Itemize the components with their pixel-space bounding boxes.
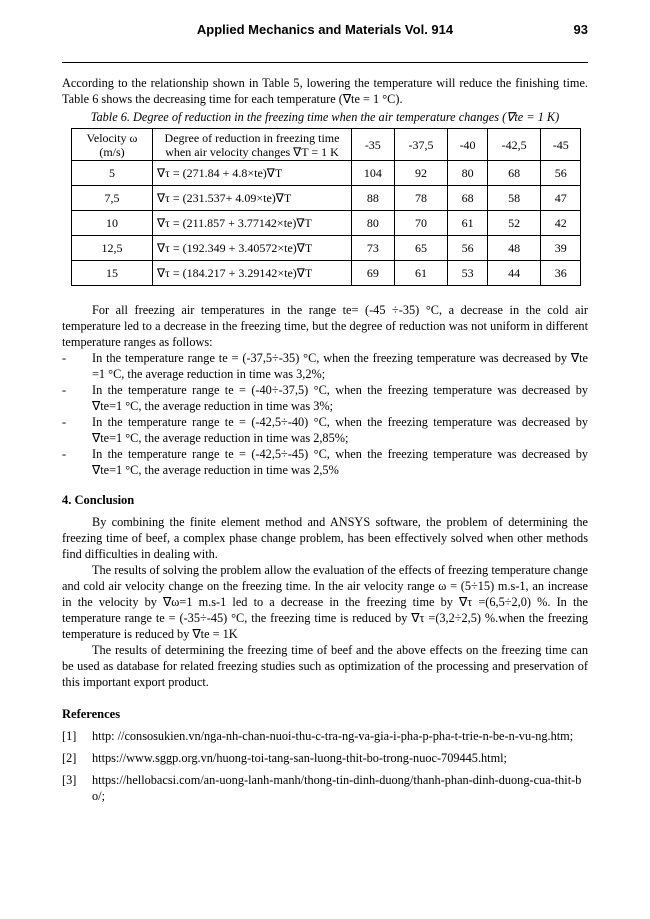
- value-cell: 78: [394, 186, 448, 211]
- value-cell: 53: [448, 261, 487, 286]
- conclusion-paragraph: By combining the finite element method and ANSYS software, the problem of determining the freezing time of beef, a complex phase change problem, has been effectively solved when other methods find difficulties in dealing with.: [62, 515, 588, 561]
- table-row: [72, 186, 581, 211]
- intro-paragraph: According to the relationship shown in Table 5, lowering the temperature will reduce the finishing time. Table 6 shows the decreasing time for each temperature (∇te = 1 °C).: [62, 76, 588, 106]
- value-cell: 69: [352, 261, 395, 286]
- velocity-cell: 7,5: [72, 186, 153, 211]
- bullet-text: In the temperature range te = (-40÷-37,5) °C, when the freezing temperature was decreased by ∇te=1 °C, the average reduction in time was 3%;: [92, 383, 588, 413]
- table-row: [72, 261, 581, 286]
- table-header-row: [72, 129, 581, 161]
- journal-title: Applied Mechanics and Materials Vol. 914: [196, 22, 454, 37]
- value-cell: 47: [541, 186, 581, 211]
- value-cell: 70: [394, 211, 448, 236]
- value-cell: 56: [541, 161, 581, 186]
- header-temp: -40: [448, 129, 487, 161]
- value-cell: 88: [352, 186, 395, 211]
- velocity-cell: 15: [72, 261, 153, 286]
- page-number: 93: [573, 22, 588, 37]
- reference-number: [2]: [62, 751, 77, 765]
- value-cell: 73: [352, 236, 395, 261]
- value-cell: 56: [448, 236, 487, 261]
- running-header: [62, 22, 588, 44]
- conclusion-paragraph: The results of solving the problem allow the evaluation of the effects of freezing temperature change and cold air velocity change on the freezing time. In the air velocity range ω = (5÷15) m.s-1, an increase in the velocity by ∇ω=1 m.s-1 led to a decrease in the freezing time by ∇τ =(6,5÷2,0) %. In the temperature range te = (-35÷-45) °C, the freezing time is reduced by ∇τ =(3,2÷2,5) %.when the freezing temperature is reduced by ∇te = 1K: [62, 563, 588, 641]
- formula-cell: ∇τ = (192.349 + 3.40572×te)∇T: [153, 236, 352, 261]
- bullet-dash: -: [62, 383, 67, 397]
- bullet-text: In the temperature range te = (-37,5÷-35) °C, when the freezing temperature was decreased by ∇te =1 °C, the average reduction in time was 3,2%;: [92, 351, 588, 381]
- conclusion-paragraph: The results of determining the freezing time of beef and the above effects on the freezing time can be used as database for related freezing studies such as optimization of the processing and preservation of this important export product.: [62, 643, 588, 689]
- table-row: [72, 161, 581, 186]
- table-row: [72, 236, 581, 261]
- value-cell: 39: [541, 236, 581, 261]
- bullet-text: In the temperature range te = (-42,5÷-40) °C, when the freezing temperature was decreased by ∇te=1 °C, the average reduction in time was 2,85%;: [92, 415, 588, 445]
- bullet-dash: -: [62, 447, 67, 461]
- velocity-cell: 12,5: [72, 236, 153, 261]
- bullet-dash: -: [62, 351, 67, 365]
- value-cell: 58: [487, 186, 541, 211]
- value-cell: 61: [394, 261, 448, 286]
- list-item: [62, 414, 588, 446]
- reference-list: [62, 728, 588, 804]
- velocity-cell: 10: [72, 211, 153, 236]
- value-cell: 48: [487, 236, 541, 261]
- header-temp: -45: [541, 129, 581, 161]
- value-cell: 42: [541, 211, 581, 236]
- reference-item: [62, 728, 588, 744]
- section-heading-conclusion: 4. Conclusion: [62, 493, 135, 507]
- reference-link[interactable]: https://www.sggp.org.vn/huong-toi-tang-san-luong-thit-bo-trong-nuoc-709445.html;: [92, 751, 507, 765]
- header-temp: -42,5: [487, 129, 541, 161]
- list-item: [62, 446, 588, 478]
- value-cell: 104: [352, 161, 395, 186]
- value-cell: 92: [394, 161, 448, 186]
- velocity-cell: 5: [72, 161, 153, 186]
- reference-link[interactable]: https://hellobacsi.com/an-uong-lanh-manh/thong-tin-dinh-duong/thanh-phan-dinh-duong-cua-thit-bo/;: [92, 773, 582, 803]
- header-velocity: Velocity ω (m/s): [72, 129, 153, 161]
- value-cell: 68: [448, 186, 487, 211]
- value-cell: 52: [487, 211, 541, 236]
- value-cell: 36: [541, 261, 581, 286]
- reference-item: [62, 772, 588, 804]
- value-cell: 80: [448, 161, 487, 186]
- formula-cell: ∇τ = (184.217 + 3.29142×te)∇T: [153, 261, 352, 286]
- value-cell: 44: [487, 261, 541, 286]
- formula-cell: ∇τ = (211.857 + 3.77142×te)∇T: [153, 211, 352, 236]
- value-cell: 65: [394, 236, 448, 261]
- table-6: [71, 128, 581, 286]
- bullet-text: In the temperature range te = (-42,5÷-45) °C, when the freezing temperature was decreased by ∇te=1 °C, the average reduction in time was 2,5%: [92, 447, 588, 477]
- formula-cell: ∇τ = (271.84 + 4.8×te)∇T: [153, 161, 352, 186]
- value-cell: 68: [487, 161, 541, 186]
- bullet-dash: -: [62, 415, 67, 429]
- table-row: [72, 211, 581, 236]
- list-item: [62, 382, 588, 414]
- ranges-paragraph: For all freezing air temperatures in the range te= (-45 ÷-35) °C, a decrease in the cold air temperature led to a decrease in the freezing time, but the degree of reduction was not uniform in different temperature ranges as follows:: [62, 303, 588, 349]
- reference-number: [1]: [62, 729, 77, 743]
- article-body: [62, 75, 588, 810]
- reference-number: [3]: [62, 773, 77, 787]
- header-degree: Degree of reduction in freezing time when air velocity changes ∇T = 1 K: [153, 129, 352, 161]
- reference-link[interactable]: http: //consosukien.vn/nga-nh-chan-nuoi-thu-c-tra-ng-va-gia-i-pha-p-pha-t-trie-n-be-n-vu-ng.htm;: [92, 729, 574, 743]
- header-rule: [62, 62, 588, 63]
- header-temp: -37,5: [394, 129, 448, 161]
- reference-item: [62, 750, 588, 766]
- list-item: [62, 350, 588, 382]
- section-heading-references: References: [62, 707, 121, 721]
- value-cell: 61: [448, 211, 487, 236]
- formula-cell: ∇τ = (231.537+ 4.09×te)∇T: [153, 186, 352, 211]
- value-cell: 80: [352, 211, 395, 236]
- header-temp: -35: [352, 129, 395, 161]
- table-caption: Table 6. Degree of reduction in the freezing time when the air temperature changes (∇te = 1 K): [90, 110, 560, 124]
